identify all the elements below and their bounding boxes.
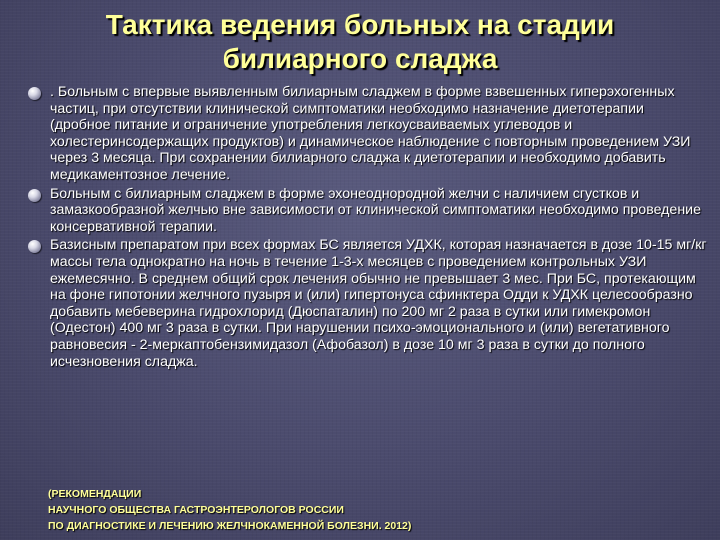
source-line-1: (РЕКОМЕНДАЦИИ — [48, 488, 142, 500]
list-item — [28, 84, 708, 184]
slide-title-line-2: билиарного сладжа — [222, 43, 498, 74]
slide-title-line-1: Тактика ведения больных на стадии — [105, 9, 615, 40]
bullet-list — [28, 84, 708, 372]
list-item — [28, 186, 708, 236]
source-line-3: ПО ДИАГНОСТИКЕ И ЛЕЧЕНИЮ ЖЕЛЧНОКАМЕННОЙ БОЛЕЗНИ. 2012) — [48, 520, 412, 532]
sphere-bullet-icon — [28, 87, 41, 100]
source-citation — [48, 486, 411, 534]
bullet-text: Больным с билиарным сладжем в форме эхонеоднородной желчи с наличием сгустков и замазкообразной желчью вне зависимости от клинической симптоматики необходимо проведение консервативной терапии. — [50, 185, 701, 235]
list-item — [28, 237, 708, 370]
slide-title — [0, 8, 720, 76]
sphere-bullet-icon — [28, 240, 41, 253]
bullet-text: Базисным препаратом при всех формах БС является УДХК, которая назначается в дозе 10-15 мг/кг массы тела однократно на ночь в течение 1-3-х месяцев с проведением контрольных УЗИ ежемесячно. В среднем общий срок лечения обычно не превышает 3 мес. При БС, протекающим на фоне гипотонии желчного пузыря и (или) гипертонуса сфинктера Одди к УДХК целесообразно добавить мебеверина гидрохлорид (Дюспаталин) по 200 мг 2 раза в сутки или гимекромон (Одестон) 400 мг 3 раза в сутки. При нарушении психо-эмоционального и (или) вегетативного равновесия - 2-меркаптобензимидазол (Афобазол) в дозе 10 мг 3 раза в сутки до полного исчезновения сладжа. — [50, 237, 707, 370]
bullet-text: . Больным с впервые выявленным билиарным сладжем в форме взвешенных гиперэхогенных частиц, при отсутствии клинической симптоматики необходимо назначение диетотерапии (дробное питание и ограничение употребления легкоусваиваемых углеводов и холестеринсодержащих продуктов) и динамическое наблюдение с повторным проведением УЗИ через 3 месяца. При сохранении билиарного сладжа к диетотерапии и необходимо добавить медикаментозное лечение. — [50, 84, 691, 183]
sphere-bullet-icon — [28, 189, 41, 202]
source-line-2: НАУЧНОГО ОБЩЕСТВА ГАСТРОЭНТЕРОЛОГОВ РОССИИ — [48, 504, 344, 516]
